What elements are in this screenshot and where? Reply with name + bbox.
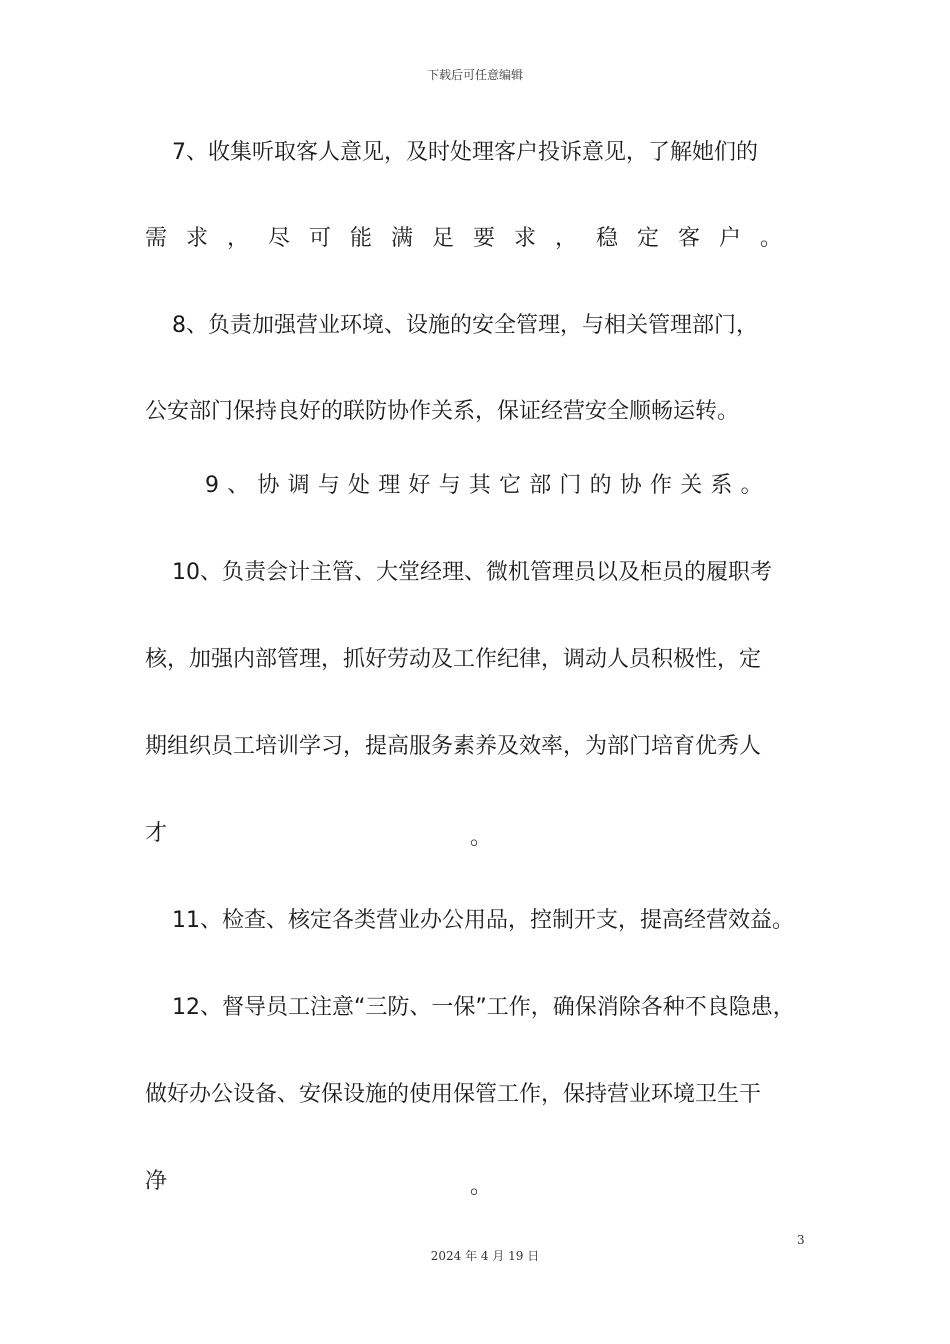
paragraph-12-line-3: 净 bbox=[145, 1169, 168, 1194]
paragraph-7-line-1: 7、收集听取客人意见，及时处理客户投诉意见，了解她们的 bbox=[172, 140, 758, 165]
page-header: 下载后可任意编辑 bbox=[426, 68, 523, 82]
page-number: 3 bbox=[797, 1233, 805, 1247]
paragraph-10-line-4: 才 bbox=[145, 821, 168, 846]
paragraph-10-line-3: 期组织员工培训学习，提高服务素养及效率，为部门培育优秀人 bbox=[145, 734, 762, 759]
paragraph-10-line-1: 10、负责会计主管、大堂经理、微机管理员以及柜员的履职考 bbox=[172, 560, 772, 585]
paragraph-8-line-1: 8、负责加强营业环境、设施的安全管理，与相关管理部门， bbox=[172, 313, 758, 338]
paragraph-10-end-mark: 。 bbox=[470, 825, 493, 850]
paragraph-12-line-2: 做好办公设备、安保设施的使用保管工作，保持营业环境卫生干 bbox=[145, 1082, 762, 1107]
paragraph-7-line-2: 需求，尽可能满足要求，稳定客户。 bbox=[145, 226, 802, 251]
paragraph-9-line-1: 9、协调与处理好与其它部门的协作关系。 bbox=[205, 473, 771, 498]
page-footer-date: 2024 年 4 月 19 日 bbox=[430, 1249, 540, 1263]
paragraph-10-line-2: 核，加强内部管理，抓好劳动及工作纪律，调动人员积极性，定 bbox=[145, 647, 762, 672]
paragraph-8-line-2: 公安部门保持良好的联防协作关系，保证经营安全顺畅运转。 bbox=[145, 399, 740, 424]
paragraph-11-line-1: 11、检查、核定各类营业办公用品，控制开支，提高经营效益。 bbox=[172, 908, 794, 933]
paragraph-12-line-1: 12、督导员工注意“三防、一保”工作，确保消除各种不良隐患， bbox=[172, 995, 795, 1020]
paragraph-12-end-mark: 。 bbox=[470, 1174, 493, 1199]
